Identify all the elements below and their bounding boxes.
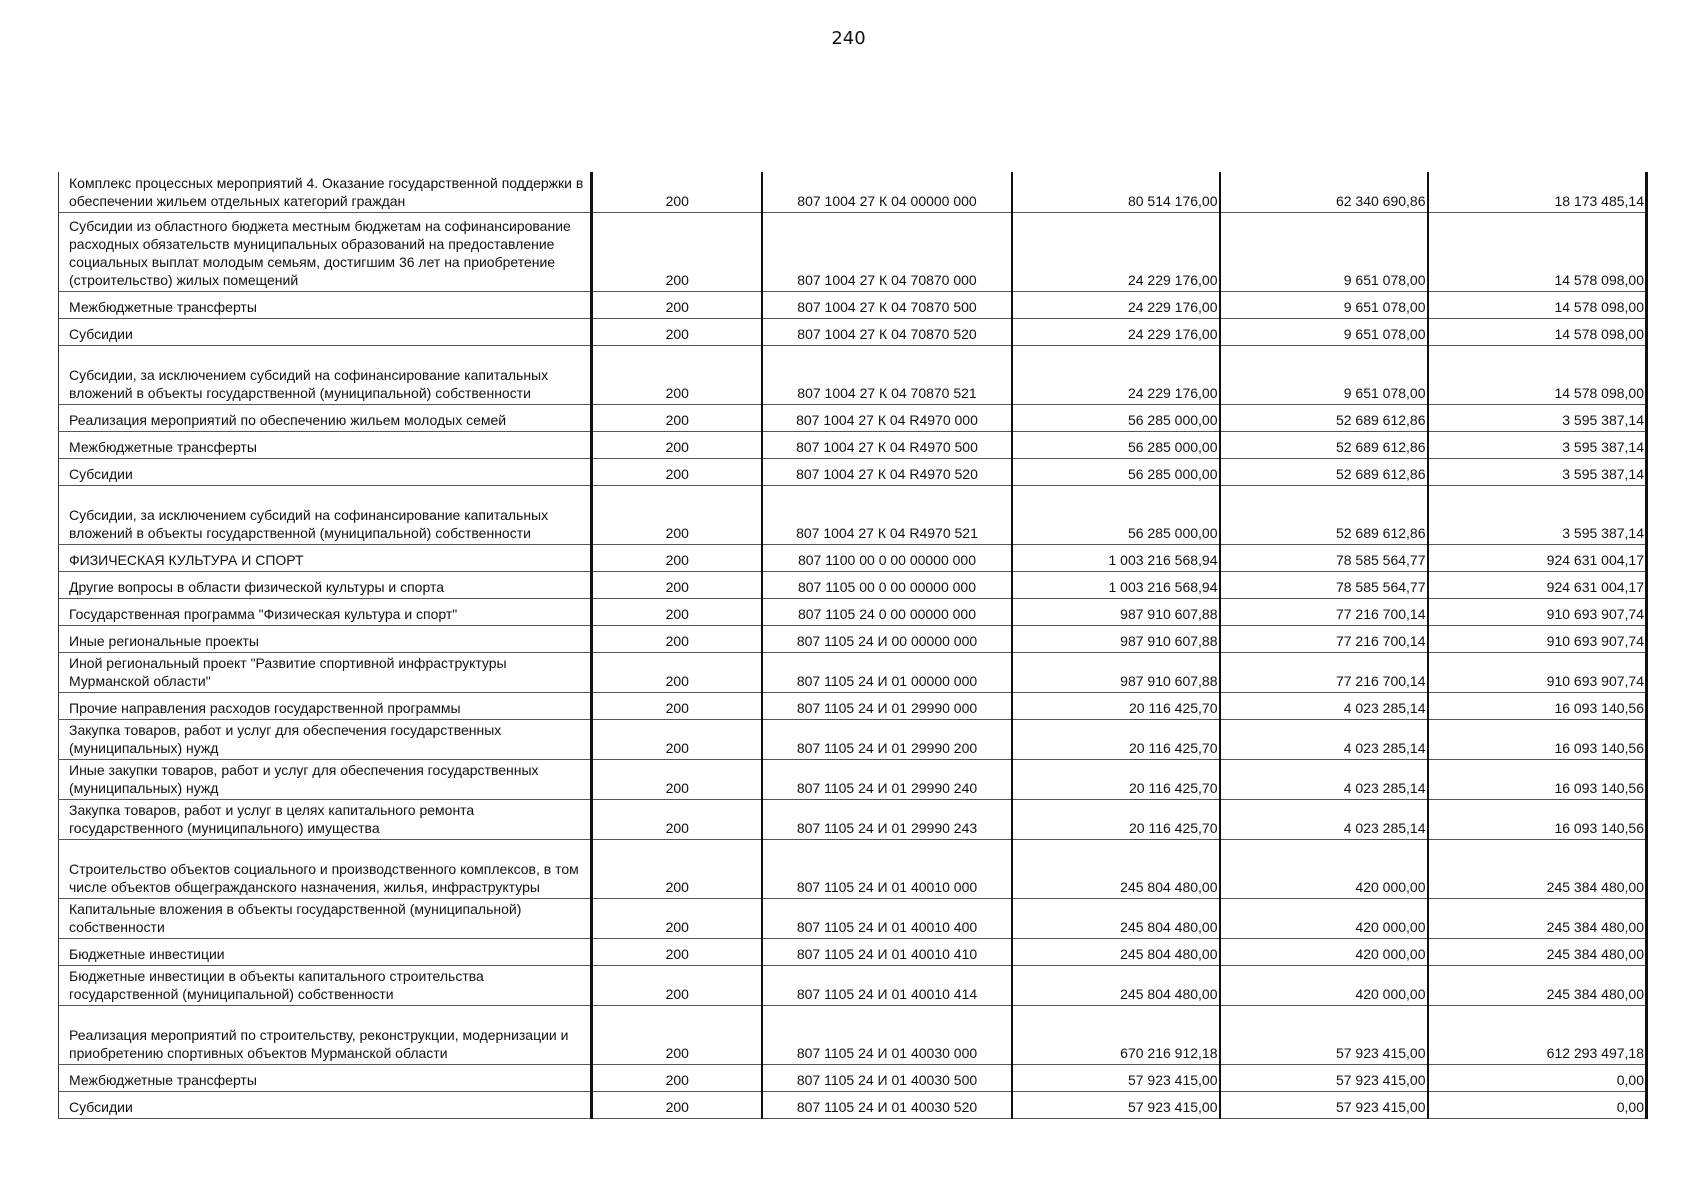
row-unexecuted: 16 093 140,56 bbox=[1428, 692, 1647, 719]
table-row bbox=[59, 172, 1647, 212]
row-line-code: 200 bbox=[592, 1005, 762, 1064]
row-budget-code: 807 1100 00 0 00 00000 000 bbox=[762, 544, 1012, 571]
row-approved: 1 003 216 568,94 bbox=[1012, 544, 1220, 571]
row-name: Субсидии, за исключением субсидий на софинансирование капитальных вложений в объекты государственной (муниципальной) собственности bbox=[59, 345, 592, 404]
row-name: Капитальные вложения в объекты государственной (муниципальной) собственности bbox=[59, 898, 592, 938]
table-row bbox=[59, 898, 1647, 938]
row-budget-code: 807 1105 24 И 01 29990 000 bbox=[762, 692, 1012, 719]
row-approved: 56 285 000,00 bbox=[1012, 485, 1220, 544]
row-unexecuted: 910 693 907,74 bbox=[1428, 652, 1647, 692]
row-budget-code: 807 1105 24 И 01 40030 500 bbox=[762, 1064, 1012, 1091]
row-approved: 20 116 425,70 bbox=[1012, 799, 1220, 839]
row-unexecuted: 14 578 098,00 bbox=[1428, 212, 1647, 291]
row-budget-code: 807 1004 27 К 04 R4970 520 bbox=[762, 458, 1012, 485]
row-unexecuted: 245 384 480,00 bbox=[1428, 965, 1647, 1005]
row-line-code: 200 bbox=[592, 571, 762, 598]
row-approved: 56 285 000,00 bbox=[1012, 431, 1220, 458]
row-approved: 20 116 425,70 bbox=[1012, 692, 1220, 719]
row-line-code: 200 bbox=[592, 345, 762, 404]
table-row bbox=[59, 799, 1647, 839]
row-line-code: 200 bbox=[592, 544, 762, 571]
table-row bbox=[59, 625, 1647, 652]
row-unexecuted: 245 384 480,00 bbox=[1428, 839, 1647, 898]
row-approved: 20 116 425,70 bbox=[1012, 759, 1220, 799]
table-row bbox=[59, 759, 1647, 799]
row-line-code: 200 bbox=[592, 404, 762, 431]
row-unexecuted: 14 578 098,00 bbox=[1428, 291, 1647, 318]
row-name: Субсидии bbox=[59, 1091, 592, 1118]
row-name: ФИЗИЧЕСКАЯ КУЛЬТУРА И СПОРТ bbox=[59, 544, 592, 571]
row-line-code: 200 bbox=[592, 719, 762, 759]
row-unexecuted: 910 693 907,74 bbox=[1428, 625, 1647, 652]
table-body bbox=[59, 172, 1647, 1118]
row-executed: 52 689 612,86 bbox=[1220, 458, 1428, 485]
row-executed: 78 585 564,77 bbox=[1220, 571, 1428, 598]
row-name: Комплекс процессных мероприятий 4. Оказание государственной поддержки в обеспечении жильем отдельных категорий граждан bbox=[59, 172, 592, 212]
row-executed: 420 000,00 bbox=[1220, 839, 1428, 898]
row-line-code: 200 bbox=[592, 839, 762, 898]
row-budget-code: 807 1105 00 0 00 00000 000 bbox=[762, 571, 1012, 598]
row-budget-code: 807 1004 27 К 04 R4970 500 bbox=[762, 431, 1012, 458]
row-line-code: 200 bbox=[592, 1091, 762, 1118]
row-approved: 245 804 480,00 bbox=[1012, 938, 1220, 965]
row-executed: 4 023 285,14 bbox=[1220, 799, 1428, 839]
row-approved: 987 910 607,88 bbox=[1012, 625, 1220, 652]
row-line-code: 200 bbox=[592, 759, 762, 799]
row-budget-code: 807 1105 24 И 01 00000 000 bbox=[762, 652, 1012, 692]
table-row bbox=[59, 345, 1647, 404]
row-executed: 57 923 415,00 bbox=[1220, 1005, 1428, 1064]
row-budget-code: 807 1105 24 И 01 29990 240 bbox=[762, 759, 1012, 799]
row-unexecuted: 245 384 480,00 bbox=[1428, 938, 1647, 965]
row-line-code: 200 bbox=[592, 898, 762, 938]
table-row bbox=[59, 652, 1647, 692]
table-row bbox=[59, 1064, 1647, 1091]
row-line-code: 200 bbox=[592, 458, 762, 485]
table-row bbox=[59, 938, 1647, 965]
row-approved: 245 804 480,00 bbox=[1012, 898, 1220, 938]
row-executed: 420 000,00 bbox=[1220, 965, 1428, 1005]
row-name: Иные региональные проекты bbox=[59, 625, 592, 652]
row-approved: 80 514 176,00 bbox=[1012, 172, 1220, 212]
row-approved: 57 923 415,00 bbox=[1012, 1091, 1220, 1118]
row-name: Реализация мероприятий по строительству, реконструкции, модернизации и приобретению спортивных объектов Мурманской области bbox=[59, 1005, 592, 1064]
row-approved: 987 910 607,88 bbox=[1012, 652, 1220, 692]
row-name: Бюджетные инвестиции в объекты капитального строительства государственной (муниципальной) собственности bbox=[59, 965, 592, 1005]
row-unexecuted: 3 595 387,14 bbox=[1428, 431, 1647, 458]
table-row bbox=[59, 965, 1647, 1005]
row-budget-code: 807 1105 24 И 01 40030 520 bbox=[762, 1091, 1012, 1118]
row-name: Бюджетные инвестиции bbox=[59, 938, 592, 965]
row-approved: 57 923 415,00 bbox=[1012, 1064, 1220, 1091]
row-name: Другие вопросы в области физической культуры и спорта bbox=[59, 571, 592, 598]
row-line-code: 200 bbox=[592, 212, 762, 291]
row-budget-code: 807 1105 24 И 01 40010 400 bbox=[762, 898, 1012, 938]
row-executed: 9 651 078,00 bbox=[1220, 291, 1428, 318]
row-name: Иной региональный проект "Развитие спортивной инфраструктуры Мурманской области" bbox=[59, 652, 592, 692]
row-name: Строительство объектов социального и производственного комплексов, в том числе объектов общегражданского назначения, жилья, инфраструктуры bbox=[59, 839, 592, 898]
row-name: Субсидии bbox=[59, 458, 592, 485]
row-name: Реализация мероприятий по обеспечению жильем молодых семей bbox=[59, 404, 592, 431]
row-budget-code: 807 1105 24 И 01 40010 000 bbox=[762, 839, 1012, 898]
row-unexecuted: 16 093 140,56 bbox=[1428, 759, 1647, 799]
row-executed: 9 651 078,00 bbox=[1220, 212, 1428, 291]
row-name: Субсидии, за исключением субсидий на софинансирование капитальных вложений в объекты государственной (муниципальной) собственности bbox=[59, 485, 592, 544]
row-budget-code: 807 1105 24 И 00 00000 000 bbox=[762, 625, 1012, 652]
row-approved: 20 116 425,70 bbox=[1012, 719, 1220, 759]
row-budget-code: 807 1004 27 К 04 00000 000 bbox=[762, 172, 1012, 212]
row-line-code: 200 bbox=[592, 291, 762, 318]
row-approved: 56 285 000,00 bbox=[1012, 458, 1220, 485]
row-line-code: 200 bbox=[592, 172, 762, 212]
row-unexecuted: 924 631 004,17 bbox=[1428, 571, 1647, 598]
row-executed: 4 023 285,14 bbox=[1220, 692, 1428, 719]
row-budget-code: 807 1105 24 И 01 40030 000 bbox=[762, 1005, 1012, 1064]
row-line-code: 200 bbox=[592, 965, 762, 1005]
row-unexecuted: 16 093 140,56 bbox=[1428, 799, 1647, 839]
table-row bbox=[59, 212, 1647, 291]
table-row bbox=[59, 598, 1647, 625]
row-approved: 987 910 607,88 bbox=[1012, 598, 1220, 625]
row-line-code: 200 bbox=[592, 1064, 762, 1091]
row-unexecuted: 612 293 497,18 bbox=[1428, 1005, 1647, 1064]
row-unexecuted: 0,00 bbox=[1428, 1091, 1647, 1118]
row-executed: 57 923 415,00 bbox=[1220, 1064, 1428, 1091]
row-budget-code: 807 1004 27 К 04 70870 521 bbox=[762, 345, 1012, 404]
row-name: Прочие направления расходов государственной программы bbox=[59, 692, 592, 719]
row-executed: 9 651 078,00 bbox=[1220, 318, 1428, 345]
row-budget-code: 807 1004 27 К 04 70870 000 bbox=[762, 212, 1012, 291]
row-approved: 24 229 176,00 bbox=[1012, 291, 1220, 318]
table-row bbox=[59, 719, 1647, 759]
row-line-code: 200 bbox=[592, 938, 762, 965]
row-unexecuted: 0,00 bbox=[1428, 1064, 1647, 1091]
row-executed: 77 216 700,14 bbox=[1220, 625, 1428, 652]
row-executed: 9 651 078,00 bbox=[1220, 345, 1428, 404]
row-name: Субсидии bbox=[59, 318, 592, 345]
row-executed: 62 340 690,86 bbox=[1220, 172, 1428, 212]
row-budget-code: 807 1105 24 0 00 00000 000 bbox=[762, 598, 1012, 625]
row-approved: 24 229 176,00 bbox=[1012, 345, 1220, 404]
row-name: Закупка товаров, работ и услуг в целях капитального ремонта государственного (муниципального) имущества bbox=[59, 799, 592, 839]
row-executed: 52 689 612,86 bbox=[1220, 485, 1428, 544]
row-line-code: 200 bbox=[592, 598, 762, 625]
table-row bbox=[59, 318, 1647, 345]
row-approved: 245 804 480,00 bbox=[1012, 839, 1220, 898]
row-unexecuted: 910 693 907,74 bbox=[1428, 598, 1647, 625]
row-approved: 245 804 480,00 bbox=[1012, 965, 1220, 1005]
row-line-code: 200 bbox=[592, 799, 762, 839]
row-unexecuted: 3 595 387,14 bbox=[1428, 458, 1647, 485]
row-approved: 24 229 176,00 bbox=[1012, 212, 1220, 291]
table-row bbox=[59, 839, 1647, 898]
row-line-code: 200 bbox=[592, 692, 762, 719]
table-row bbox=[59, 291, 1647, 318]
budget-table bbox=[58, 172, 1648, 1119]
table-row bbox=[59, 1005, 1647, 1064]
row-budget-code: 807 1004 27 К 04 70870 500 bbox=[762, 291, 1012, 318]
table-row bbox=[59, 431, 1647, 458]
row-name: Межбюджетные трансферты bbox=[59, 431, 592, 458]
row-line-code: 200 bbox=[592, 652, 762, 692]
table-row bbox=[59, 404, 1647, 431]
row-approved: 670 216 912,18 bbox=[1012, 1005, 1220, 1064]
row-budget-code: 807 1105 24 И 01 29990 200 bbox=[762, 719, 1012, 759]
row-unexecuted: 924 631 004,17 bbox=[1428, 544, 1647, 571]
row-approved: 56 285 000,00 bbox=[1012, 404, 1220, 431]
row-approved: 1 003 216 568,94 bbox=[1012, 571, 1220, 598]
row-executed: 78 585 564,77 bbox=[1220, 544, 1428, 571]
row-name: Межбюджетные трансферты bbox=[59, 291, 592, 318]
row-unexecuted: 16 093 140,56 bbox=[1428, 719, 1647, 759]
row-executed: 4 023 285,14 bbox=[1220, 719, 1428, 759]
row-budget-code: 807 1004 27 К 04 70870 520 bbox=[762, 318, 1012, 345]
row-executed: 4 023 285,14 bbox=[1220, 759, 1428, 799]
row-line-code: 200 bbox=[592, 625, 762, 652]
table-row bbox=[59, 458, 1647, 485]
page-number: 240 bbox=[831, 28, 866, 49]
row-name: Государственная программа "Физическая культура и спорт" bbox=[59, 598, 592, 625]
row-line-code: 200 bbox=[592, 431, 762, 458]
table-row bbox=[59, 544, 1647, 571]
row-executed: 420 000,00 bbox=[1220, 898, 1428, 938]
table-row bbox=[59, 692, 1647, 719]
table-row bbox=[59, 1091, 1647, 1118]
row-budget-code: 807 1004 27 К 04 R4970 521 bbox=[762, 485, 1012, 544]
row-line-code: 200 bbox=[592, 318, 762, 345]
row-executed: 52 689 612,86 bbox=[1220, 431, 1428, 458]
row-budget-code: 807 1004 27 К 04 R4970 000 bbox=[762, 404, 1012, 431]
row-name: Субсидии из областного бюджета местным бюджетам на софинансирование расходных обязательств муниципальных образований на предоставление социальных выплат молодым семьям, достигшим 36 лет на приобретение (строительство) жилых помещений bbox=[59, 212, 592, 291]
row-budget-code: 807 1105 24 И 01 40010 414 bbox=[762, 965, 1012, 1005]
row-unexecuted: 245 384 480,00 bbox=[1428, 898, 1647, 938]
row-executed: 52 689 612,86 bbox=[1220, 404, 1428, 431]
row-name: Закупка товаров, работ и услуг для обеспечения государственных (муниципальных) нужд bbox=[59, 719, 592, 759]
row-executed: 420 000,00 bbox=[1220, 938, 1428, 965]
row-name: Межбюджетные трансферты bbox=[59, 1064, 592, 1091]
row-unexecuted: 14 578 098,00 bbox=[1428, 318, 1647, 345]
row-unexecuted: 18 173 485,14 bbox=[1428, 172, 1647, 212]
row-executed: 77 216 700,14 bbox=[1220, 652, 1428, 692]
row-unexecuted: 3 595 387,14 bbox=[1428, 485, 1647, 544]
row-budget-code: 807 1105 24 И 01 29990 243 bbox=[762, 799, 1012, 839]
table-row bbox=[59, 571, 1647, 598]
row-executed: 57 923 415,00 bbox=[1220, 1091, 1428, 1118]
row-executed: 77 216 700,14 bbox=[1220, 598, 1428, 625]
row-unexecuted: 3 595 387,14 bbox=[1428, 404, 1647, 431]
table-row bbox=[59, 485, 1647, 544]
row-line-code: 200 bbox=[592, 485, 762, 544]
row-approved: 24 229 176,00 bbox=[1012, 318, 1220, 345]
row-name: Иные закупки товаров, работ и услуг для обеспечения государственных (муниципальных) нужд bbox=[59, 759, 592, 799]
row-budget-code: 807 1105 24 И 01 40010 410 bbox=[762, 938, 1012, 965]
row-unexecuted: 14 578 098,00 bbox=[1428, 345, 1647, 404]
